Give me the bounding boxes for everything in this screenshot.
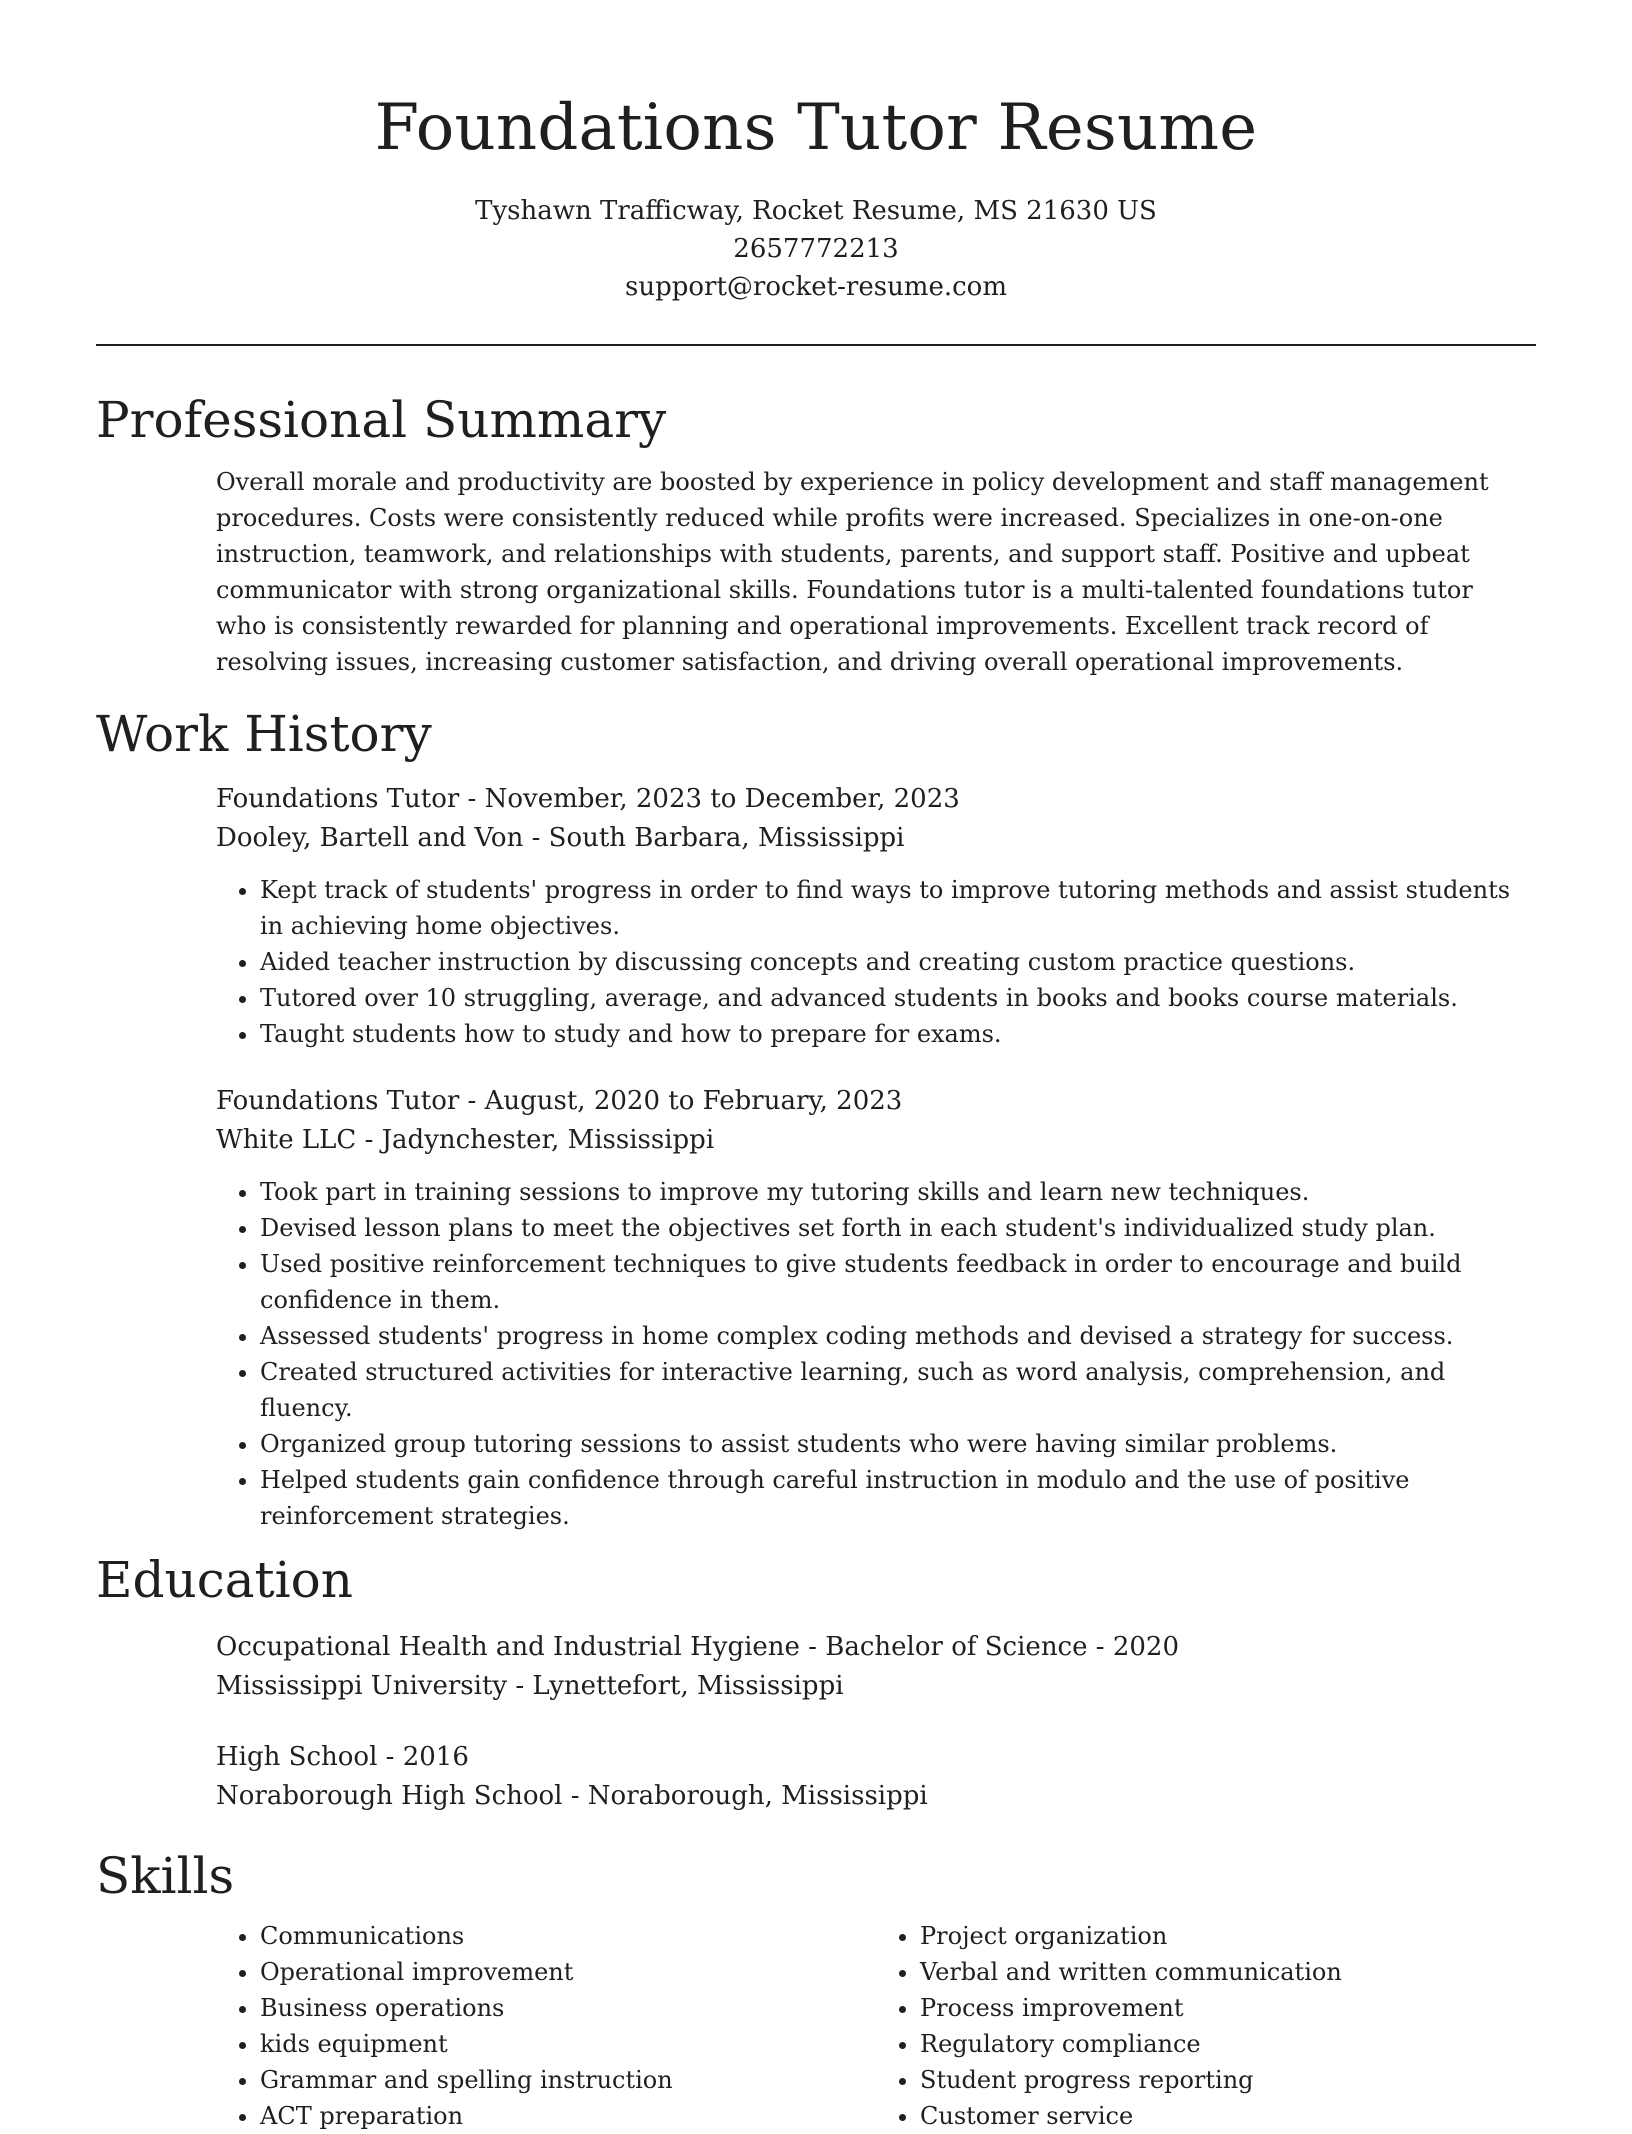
skill-item: • Student progress reporting — [920, 2062, 1536, 2098]
job-bullet: • Taught students how to study and how to prepare for exams. — [260, 1016, 1536, 1052]
job-bullet: • Helped students gain confidence through careful instruction in modulo and the use of positive reinforcement strategies. — [260, 1462, 1536, 1534]
job-title-line: Foundations Tutor - August, 2020 to February, 2023 — [216, 1086, 903, 1116]
education-entry — [96, 1738, 1536, 1816]
job-bullet: • Created structured activities for interactive learning, such as word analysis, comprehension, and fluency. — [260, 1354, 1536, 1426]
job-company-line: Dooley, Bartell and Von - South Barbara, Mississippi — [216, 823, 905, 853]
skill-item: • Communications — [260, 1918, 876, 1954]
job-bullet: • Tutored over 10 struggling, average, and advanced students in books and books course materials. — [260, 980, 1536, 1016]
job-bullet-list — [216, 1174, 1536, 1534]
skills-column-right — [876, 1918, 1536, 2134]
skill-item: • Grammar and spelling instruction — [260, 2062, 876, 2098]
skill-item: • Operational improvement — [260, 1954, 876, 1990]
summary-text: Overall morale and productivity are boosted by experience in policy development and staff management procedures. Costs were consistently reduced while profits were increased. Specializes in one-on-one instruction, teamwork, and relationships with students, parents, and support staff. Positive and upbeat communicator with strong organizational skills. Foundations tutor is a multi-talented foundations tutor who is consistently rewarded for planning and operational improvements. Excellent track record of resolving issues, increasing customer satisfaction, and driving overall operational improvements. — [216, 468, 1489, 676]
job-bullet: • Aided teacher instruction by discussing concepts and creating custom practice questions. — [260, 944, 1536, 980]
job-bullet: • Assessed students' progress in home complex coding methods and devised a strategy for success. — [260, 1318, 1536, 1354]
job-title-line: Foundations Tutor - November, 2023 to December, 2023 — [216, 784, 960, 814]
skill-item: • ACT preparation — [260, 2098, 876, 2134]
school-line: Mississippi University - Lynettefort, Mississippi — [216, 1671, 844, 1701]
resume-header — [96, 0, 1536, 306]
skill-item: • Business operations — [260, 1990, 876, 2026]
skill-item: • Verbal and written communication — [920, 1954, 1536, 1990]
address: Tyshawn Trafficway, Rocket Resume, MS 21630 US — [475, 196, 1157, 226]
job-bullet: • Kept track of students' progress in order to find ways to improve tutoring methods and assist students in achieving home objectives. — [260, 872, 1536, 944]
job-bullet: • Used positive reinforcement techniques to give students feedback in order to encourage and build confidence in them. — [260, 1246, 1536, 1318]
skill-item: • kids equipment — [260, 2026, 876, 2062]
resume-title: Foundations Tutor Resume — [374, 91, 1258, 165]
skill-item: • Regulatory compliance — [920, 2026, 1536, 2062]
job-bullet-list — [216, 872, 1536, 1052]
section-heading-work: Work History — [96, 705, 432, 763]
header-divider — [96, 344, 1536, 346]
skills-column-left — [216, 1918, 876, 2134]
skill-item: • Process improvement — [920, 1990, 1536, 2026]
job-bullet: • Devised lesson plans to meet the objectives set forth in each student's individualized study plan. — [260, 1210, 1536, 1246]
skill-item: • Customer service — [920, 2098, 1536, 2134]
work-history-section — [96, 702, 1536, 1534]
phone-number: 2657772213 — [733, 234, 899, 264]
job-bullet: • Took part in training sessions to improve my tutoring skills and learn new techniques. — [260, 1174, 1536, 1210]
skill-item: • Project organization — [920, 1918, 1536, 1954]
professional-summary-section — [96, 388, 1536, 680]
education-section — [96, 1548, 1536, 1816]
degree-line: High School - 2016 — [216, 1742, 469, 1772]
job-company-line: White LLC - Jadynchester, Mississippi — [216, 1125, 715, 1155]
degree-line: Occupational Health and Industrial Hygiene - Bachelor of Science - 2020 — [216, 1632, 1179, 1662]
email-address[interactable]: support@rocket-resume.com — [624, 272, 1007, 302]
section-heading-summary: Professional Summary — [96, 391, 667, 449]
job-entry — [96, 1082, 1536, 1534]
section-heading-skills: Skills — [96, 1847, 235, 1905]
school-line: Noraborough High School - Noraborough, Mississippi — [216, 1781, 928, 1811]
section-heading-education: Education — [96, 1551, 353, 1609]
job-entry — [96, 780, 1536, 1052]
skills-grid — [96, 1918, 1536, 2134]
skills-section — [96, 1844, 1536, 2134]
education-entry — [96, 1628, 1536, 1706]
job-bullet: • Organized group tutoring sessions to assist students who were having similar problems. — [260, 1426, 1536, 1462]
